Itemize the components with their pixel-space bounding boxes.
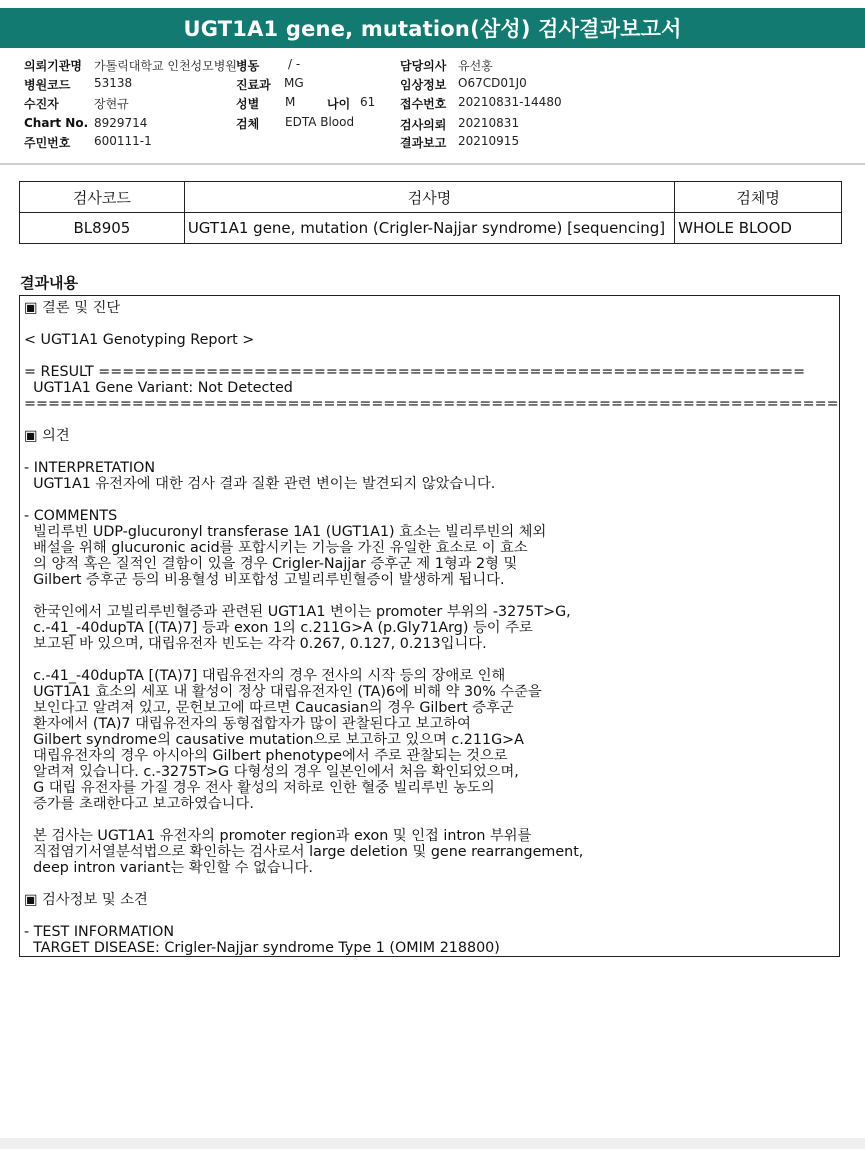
report-date-value: 20210915 <box>458 134 520 148</box>
hospital-label: 의뢰기관명 <box>24 59 82 73</box>
resident-number-value: 600111-1 <box>94 134 152 148</box>
report-date-label: 결과보고 <box>400 136 447 150</box>
cell-test-name: UGT1A1 gene, mutation (Crigler-Najjar syndrome) [sequencing] <box>184 213 674 244</box>
request-date-label: 검사의뢰 <box>400 118 447 132</box>
bottom-scroll-area <box>0 1138 865 1149</box>
sex-value: M <box>285 95 296 109</box>
header-specimen-name: 검체명 <box>675 182 842 213</box>
section-divider <box>0 163 865 165</box>
table-header-row <box>20 182 842 213</box>
results-section-title: 결과내용 <box>20 274 78 292</box>
clinical-info-value: O67CD01J0 <box>458 76 527 90</box>
report-title: UGT1A1 gene, mutation(삼성) 검사결과보고서 <box>0 8 865 48</box>
receipt-number-label: 접수번호 <box>400 97 447 111</box>
department-label: 진료과 <box>236 78 271 92</box>
patient-label: 수진자 <box>24 97 59 111</box>
doctor-label: 담당의사 <box>400 59 447 73</box>
hospital-code-label: 병원코드 <box>24 78 71 92</box>
header-test-name: 검사명 <box>184 182 674 213</box>
table-row <box>20 213 842 244</box>
age-label: 나이 <box>327 97 351 111</box>
cell-specimen-name: WHOLE BLOOD <box>675 213 842 244</box>
department-value: MG <box>284 76 304 90</box>
patient-info-section <box>0 55 865 155</box>
specimen-label: 검체 <box>236 117 260 131</box>
results-box <box>19 295 840 957</box>
ward-value: / - <box>288 57 301 71</box>
age-value: 61 <box>360 95 376 109</box>
results-text: ▣ 결론 및 진단 < UGT1A1 Genotyping Report > = RESULT =========================================================== UGT1A1 Gene Variant: Not Detected ==================================================================== ▣ 의견 - INTERPRETATION UGT1A1 유전자에 대한 검사 결과 질환 관련 변이는 발견되지 않았습니다. - COMMENTS 빌리루빈 UDP-glucuronyl transferase 1A1 (UGT1A1) 효소는 빌리루빈의 체외 배설을 위해 glucuronic acid를 포합시키는 기능을 가진 유일한 효소로 이 효소 의 양적 혹은 질적인 결함이 있을 경우 Crigler-Najjar 증후군 제 1형과 2형 및 Gilbert 증후군 등의 비용혈성 비포합성 고빌리루빈혈증이 발생하게 됩니다. 한국인에서 고빌리루빈혈증과 관련된 UGT1A1 변이는 promoter 부위의 -3275T>G, c.-41_-40dupTA [(TA)7] 등과 exon 1의 c.211G>A (p.Gly71Arg) 등이 주로 보고된 바 있으며, 대립유전자 빈도는 각각 0.267, 0.127, 0.213입니다. c.-41_-40dupTA [(TA)7] 대립유전자의 경우 전사의 시작 등의 장애로 인해 UGT1A1 효소의 세포 내 활성이 정상 대립유전자인 (TA)6에 비해 약 30% 수준을 보인다고 알려져 있고, 문헌보고에 따르면 Caucasian의 경우 Gilbert 증후군 환자에서 (TA)7 대립유전자의 동형접합자가 많이 관찰된다고 보고하여 Gilbert syndrome의 causative mutation으로 보고하고 있으며 c.211G>A 대립유전자의 경우 아시아의 Gilbert phenotype에서 주로 관찰되는 것으로 알려져 있습니다. c.-3275T>G 다형성의 경우 일본인에서 처음 확인되었으며, G 대립 유전자를 가질 경우 전사 활성의 저하로 인한 혈중 빌리루빈 농도의 증가를 초래한다고 보고하였습니다. 본 검사는 UGT1A1 유전자의 promoter region과 exon 및 인접 intron 부위를 직접염기서열분석법으로 확인하는 검사로서 large deletion 및 gene rearrangement, deep intron variant는 확인할 수 없습니다. ▣ 검사정보 및 소견 - TEST INFORMATION TARGET DISEASE: Crigler-Najjar syndrome Type 1 (OMIM 218800) <box>24 300 839 956</box>
doctor-value: 유선홍 <box>458 59 493 73</box>
header-test-code: 검사코드 <box>20 182 185 213</box>
patient-value: 장현규 <box>94 97 129 111</box>
request-date-value: 20210831 <box>458 116 520 130</box>
cell-test-code: BL8905 <box>20 213 185 244</box>
hospital-code-value: 53138 <box>94 76 133 90</box>
sex-label: 성별 <box>236 97 260 111</box>
hospital-value: 가톨릭대학교 인천성모병원 <box>94 59 237 73</box>
test-info-table <box>19 181 842 244</box>
resident-number-label: 주민번호 <box>24 136 71 150</box>
ward-label: 병동 <box>236 59 260 73</box>
receipt-number-value: 20210831-14480 <box>458 95 562 109</box>
chart-number-label: Chart No. <box>24 116 89 130</box>
chart-number-value: 8929714 <box>94 116 148 130</box>
clinical-info-label: 임상정보 <box>400 78 447 92</box>
specimen-value: EDTA Blood <box>285 115 355 129</box>
